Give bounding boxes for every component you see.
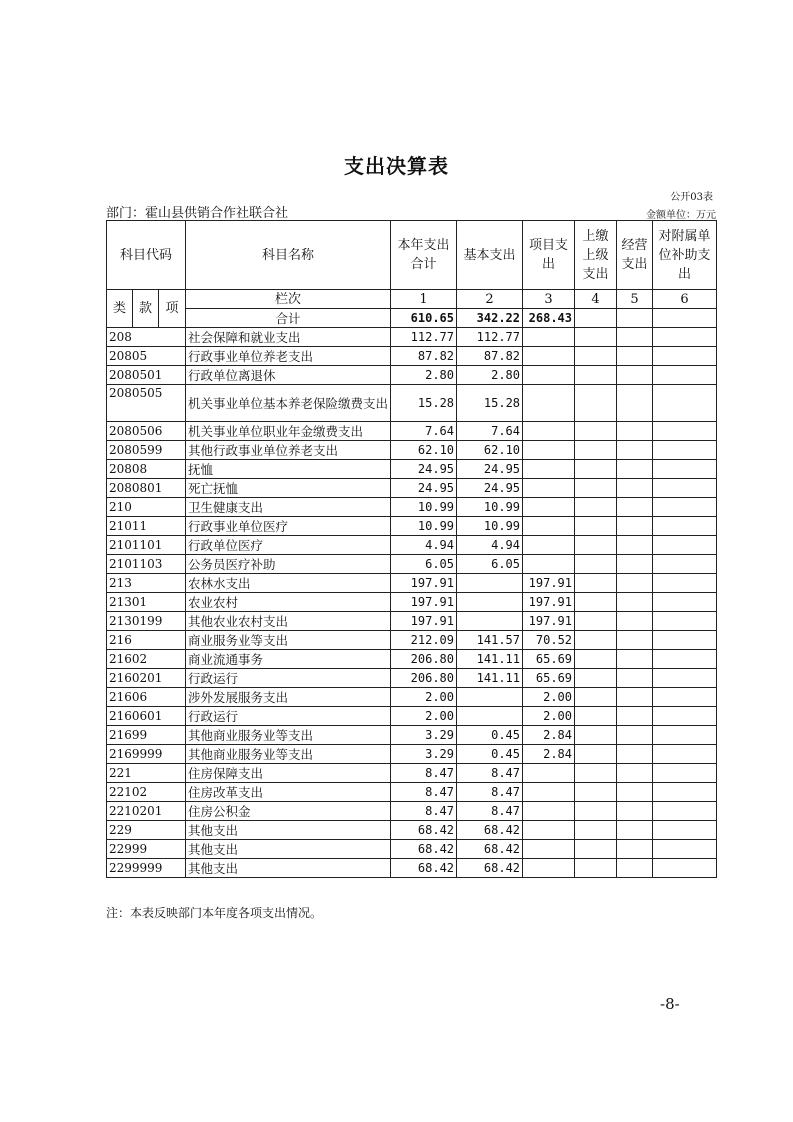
table-row: [107, 688, 717, 707]
row-col4: [575, 593, 617, 612]
row-name: 卫生健康支出: [186, 498, 391, 517]
total-label: 合计: [186, 309, 391, 328]
row-project: 65.69: [523, 669, 575, 688]
row-name: 行政单位医疗: [186, 536, 391, 555]
row-project: [523, 517, 575, 536]
row-name: 其他农业农村支出: [186, 612, 391, 631]
row-code: 20805: [107, 347, 186, 366]
row-total: 8.47: [391, 783, 457, 802]
table-row: [107, 366, 717, 385]
row-total: 24.95: [391, 479, 457, 498]
row-code: 208: [107, 328, 186, 347]
row-basic: 6.05: [457, 555, 523, 574]
row-total: 68.42: [391, 859, 457, 878]
row-code: 20808: [107, 460, 186, 479]
row-code: 229: [107, 821, 186, 840]
table-row: [107, 764, 717, 783]
row-basic: 68.42: [457, 859, 523, 878]
row-name: 行政运行: [186, 707, 391, 726]
row-project: [523, 764, 575, 783]
row-col6: [653, 366, 717, 385]
row-project: [523, 460, 575, 479]
row-col5: [617, 726, 653, 745]
table-row: [107, 328, 717, 347]
row-col4: [575, 460, 617, 479]
row-col6: [653, 650, 717, 669]
row-name: 住房改革支出: [186, 783, 391, 802]
row-basic: 68.42: [457, 840, 523, 859]
row-col6: [653, 859, 717, 878]
row-name: 行政运行: [186, 669, 391, 688]
row-col5: [617, 460, 653, 479]
row-col6: [653, 631, 717, 650]
row-basic: [457, 574, 523, 593]
row-code: 216: [107, 631, 186, 650]
row-col5: [617, 612, 653, 631]
row-col5: [617, 479, 653, 498]
header-kuan: 款: [133, 290, 159, 328]
row-total: 10.99: [391, 498, 457, 517]
row-project: [523, 479, 575, 498]
row-col6: [653, 840, 717, 859]
row-name: 农林水支出: [186, 574, 391, 593]
table-row: [107, 840, 717, 859]
row-project: 2.84: [523, 726, 575, 745]
row-col5: [617, 802, 653, 821]
col-number-1: 1: [391, 290, 457, 309]
col-number-4: 4: [575, 290, 617, 309]
row-code: 213: [107, 574, 186, 593]
table-row: [107, 783, 717, 802]
header-xiang: 项: [159, 290, 186, 328]
row-total: 2.00: [391, 707, 457, 726]
row-code: 221: [107, 764, 186, 783]
row-col5: [617, 650, 653, 669]
row-project: [523, 441, 575, 460]
row-project: [523, 366, 575, 385]
row-total: 8.47: [391, 764, 457, 783]
header-col3: 项目支出: [523, 221, 575, 290]
row-total: 4.94: [391, 536, 457, 555]
table-row: [107, 347, 717, 366]
row-total: 62.10: [391, 441, 457, 460]
row-col4: [575, 783, 617, 802]
row-code: 21606: [107, 688, 186, 707]
row-basic: 0.45: [457, 745, 523, 764]
row-project: 2.84: [523, 745, 575, 764]
row-col5: [617, 669, 653, 688]
row-name: 住房保障支出: [186, 764, 391, 783]
row-total: 212.09: [391, 631, 457, 650]
row-project: 65.69: [523, 650, 575, 669]
row-col4: [575, 764, 617, 783]
row-col5: [617, 707, 653, 726]
col-number-2: 2: [457, 290, 523, 309]
row-col4: [575, 840, 617, 859]
row-col5: [617, 631, 653, 650]
row-col5: [617, 366, 653, 385]
row-col4: [575, 726, 617, 745]
row-col6: [653, 385, 717, 422]
row-project: [523, 536, 575, 555]
row-total: 68.42: [391, 821, 457, 840]
row-project: [523, 347, 575, 366]
row-col6: [653, 669, 717, 688]
row-col5: [617, 347, 653, 366]
row-col6: [653, 536, 717, 555]
row-code: 2130199: [107, 612, 186, 631]
row-col6: [653, 441, 717, 460]
row-col6: [653, 479, 717, 498]
row-col4: [575, 650, 617, 669]
row-code: 2160201: [107, 669, 186, 688]
row-col4: [575, 555, 617, 574]
table-row: [107, 517, 717, 536]
row-col4: [575, 536, 617, 555]
row-basic: 2.80: [457, 366, 523, 385]
table-row: [107, 859, 717, 878]
row-col6: [653, 593, 717, 612]
row-col5: [617, 441, 653, 460]
table-row: [107, 821, 717, 840]
row-name: 行政单位离退休: [186, 366, 391, 385]
row-name: 住房公积金: [186, 802, 391, 821]
table-row: [107, 441, 717, 460]
row-col4: [575, 347, 617, 366]
row-col6: [653, 612, 717, 631]
row-project: 197.91: [523, 612, 575, 631]
row-code: 2210201: [107, 802, 186, 821]
row-code: 2080599: [107, 441, 186, 460]
col-number-6: 6: [653, 290, 717, 309]
row-col6: [653, 764, 717, 783]
row-col6: [653, 347, 717, 366]
row-col6: [653, 802, 717, 821]
header-col1: 本年支出合计: [391, 221, 457, 290]
row-total: 7.64: [391, 422, 457, 441]
row-col4: [575, 385, 617, 422]
row-col5: [617, 574, 653, 593]
row-code: 21699: [107, 726, 186, 745]
row-col4: [575, 574, 617, 593]
row-basic: 10.99: [457, 498, 523, 517]
unit-label: 金额单位：万元: [646, 210, 716, 221]
col-number-3: 3: [523, 290, 575, 309]
expenditure-table: [106, 220, 717, 878]
table-row: [107, 536, 717, 555]
table-row: [107, 385, 717, 422]
row-col4: [575, 612, 617, 631]
row-col4: [575, 422, 617, 441]
row-col5: [617, 536, 653, 555]
row-code: 2299999: [107, 859, 186, 878]
row-col6: [653, 460, 717, 479]
row-code: 210: [107, 498, 186, 517]
row-basic: 24.95: [457, 460, 523, 479]
row-basic: 8.47: [457, 783, 523, 802]
row-code: 2169999: [107, 745, 186, 764]
row-col5: [617, 385, 653, 422]
row-basic: 87.82: [457, 347, 523, 366]
table-row: [107, 726, 717, 745]
row-name: 机关事业单位基本养老保险缴费支出: [186, 385, 391, 422]
table-row: [107, 574, 717, 593]
row-col4: [575, 821, 617, 840]
row-basic: 7.64: [457, 422, 523, 441]
row-col4: [575, 745, 617, 764]
row-basic: 15.28: [457, 385, 523, 422]
row-name: 行政事业单位医疗: [186, 517, 391, 536]
row-basic: 10.99: [457, 517, 523, 536]
row-name: 抚恤: [186, 460, 391, 479]
row-total: 87.82: [391, 347, 457, 366]
row-col4: [575, 328, 617, 347]
table-note: 注：本表反映部门本年度各项支出情况。: [106, 906, 323, 920]
header-lanci: 栏次: [186, 290, 391, 309]
row-basic: 68.42: [457, 821, 523, 840]
row-project: [523, 555, 575, 574]
row-project: [523, 859, 575, 878]
row-col6: [653, 422, 717, 441]
page-title: 支出决算表: [344, 154, 449, 178]
row-project: 197.91: [523, 593, 575, 612]
row-name: 社会保障和就业支出: [186, 328, 391, 347]
row-code: 2080801: [107, 479, 186, 498]
row-total: 24.95: [391, 460, 457, 479]
row-code: 2080505: [107, 385, 186, 422]
row-total: 6.05: [391, 555, 457, 574]
table-row: [107, 631, 717, 650]
row-col5: [617, 555, 653, 574]
row-name: 行政事业单位养老支出: [186, 347, 391, 366]
total-col2: 342.22: [457, 309, 523, 328]
row-code: 2101101: [107, 536, 186, 555]
row-code: 22999: [107, 840, 186, 859]
row-col4: [575, 859, 617, 878]
row-basic: 4.94: [457, 536, 523, 555]
row-col6: [653, 745, 717, 764]
row-name: 死亡抚恤: [186, 479, 391, 498]
row-name: 其他行政事业单位养老支出: [186, 441, 391, 460]
row-col6: [653, 821, 717, 840]
header-lei: 类: [107, 290, 133, 328]
row-basic: [457, 688, 523, 707]
table-row: [107, 802, 717, 821]
row-col4: [575, 631, 617, 650]
row-project: 197.91: [523, 574, 575, 593]
row-project: [523, 498, 575, 517]
row-total: 10.99: [391, 517, 457, 536]
page-number: -8-: [660, 995, 680, 1013]
department-label: 部门：霍山县供销合作社联合社: [106, 206, 289, 221]
table-row: [107, 479, 717, 498]
table-row: [107, 612, 717, 631]
row-col4: [575, 688, 617, 707]
row-name: 其他支出: [186, 840, 391, 859]
table-row: [107, 460, 717, 479]
row-name: 涉外发展服务支出: [186, 688, 391, 707]
row-col5: [617, 498, 653, 517]
row-col4: [575, 669, 617, 688]
row-name: 其他支出: [186, 859, 391, 878]
row-code: 21602: [107, 650, 186, 669]
row-code: 2080506: [107, 422, 186, 441]
row-name: 商业服务业等支出: [186, 631, 391, 650]
row-total: 197.91: [391, 593, 457, 612]
row-code: 22102: [107, 783, 186, 802]
row-project: [523, 783, 575, 802]
row-basic: 8.47: [457, 802, 523, 821]
row-col4: [575, 366, 617, 385]
row-project: [523, 385, 575, 422]
row-total: 197.91: [391, 574, 457, 593]
total-row: [107, 309, 717, 328]
row-col6: [653, 328, 717, 347]
row-basic: 141.11: [457, 650, 523, 669]
row-name: 其他商业服务业等支出: [186, 745, 391, 764]
table-row: [107, 669, 717, 688]
table-row: [107, 555, 717, 574]
row-code: 21301: [107, 593, 186, 612]
row-basic: 24.95: [457, 479, 523, 498]
header-col5: 经营支出: [617, 221, 653, 290]
row-basic: 8.47: [457, 764, 523, 783]
row-col6: [653, 726, 717, 745]
row-total: 2.00: [391, 688, 457, 707]
row-project: [523, 821, 575, 840]
table-row: [107, 593, 717, 612]
row-col5: [617, 593, 653, 612]
row-name: 农业农村: [186, 593, 391, 612]
row-col5: [617, 764, 653, 783]
header-col4: 上缴上级支出: [575, 221, 617, 290]
total-col3: 268.43: [523, 309, 575, 328]
row-code: 21011: [107, 517, 186, 536]
row-col4: [575, 707, 617, 726]
row-project: [523, 422, 575, 441]
row-code: 2080501: [107, 366, 186, 385]
row-name: 其他支出: [186, 821, 391, 840]
row-project: 70.52: [523, 631, 575, 650]
row-col4: [575, 802, 617, 821]
form-number: 公开03表: [670, 192, 713, 203]
row-col4: [575, 479, 617, 498]
row-basic: 141.11: [457, 669, 523, 688]
header-col2: 基本支出: [457, 221, 523, 290]
row-basic: 0.45: [457, 726, 523, 745]
row-col5: [617, 745, 653, 764]
table-row: [107, 422, 717, 441]
row-total: 112.77: [391, 328, 457, 347]
row-basic: [457, 707, 523, 726]
row-col4: [575, 517, 617, 536]
row-col5: [617, 688, 653, 707]
row-total: 2.80: [391, 366, 457, 385]
row-col4: [575, 441, 617, 460]
row-col5: [617, 328, 653, 347]
row-col5: [617, 859, 653, 878]
row-name: 商业流通事务: [186, 650, 391, 669]
row-col6: [653, 783, 717, 802]
row-col5: [617, 821, 653, 840]
row-total: 206.80: [391, 650, 457, 669]
row-col6: [653, 555, 717, 574]
row-project: 2.00: [523, 707, 575, 726]
row-total: 15.28: [391, 385, 457, 422]
row-col5: [617, 840, 653, 859]
row-basic: 141.57: [457, 631, 523, 650]
header-name: 科目名称: [186, 221, 391, 290]
row-col5: [617, 517, 653, 536]
row-col6: [653, 517, 717, 536]
table-row: [107, 745, 717, 764]
row-name: 其他商业服务业等支出: [186, 726, 391, 745]
row-basic: [457, 612, 523, 631]
row-total: 68.42: [391, 840, 457, 859]
row-project: [523, 840, 575, 859]
row-project: 2.00: [523, 688, 575, 707]
row-col5: [617, 422, 653, 441]
row-col4: [575, 498, 617, 517]
row-total: 3.29: [391, 726, 457, 745]
header-col6: 对附属单位补助支出: [653, 221, 717, 290]
row-total: 3.29: [391, 745, 457, 764]
row-basic: 62.10: [457, 441, 523, 460]
row-name: 机关事业单位职业年金缴费支出: [186, 422, 391, 441]
table-row: [107, 498, 717, 517]
row-col6: [653, 498, 717, 517]
row-total: 197.91: [391, 612, 457, 631]
row-code: 2160601: [107, 707, 186, 726]
row-basic: [457, 593, 523, 612]
header-code: 科目代码: [107, 221, 186, 290]
row-col5: [617, 783, 653, 802]
total-col1: 610.65: [391, 309, 457, 328]
table-row: [107, 707, 717, 726]
row-col6: [653, 688, 717, 707]
row-col6: [653, 574, 717, 593]
row-name: 公务员医疗补助: [186, 555, 391, 574]
row-basic: 112.77: [457, 328, 523, 347]
row-project: [523, 328, 575, 347]
table-body: [107, 328, 717, 878]
col-number-5: 5: [617, 290, 653, 309]
row-code: 2101103: [107, 555, 186, 574]
row-project: [523, 802, 575, 821]
row-col6: [653, 707, 717, 726]
table-row: [107, 650, 717, 669]
row-total: 206.80: [391, 669, 457, 688]
row-total: 8.47: [391, 802, 457, 821]
